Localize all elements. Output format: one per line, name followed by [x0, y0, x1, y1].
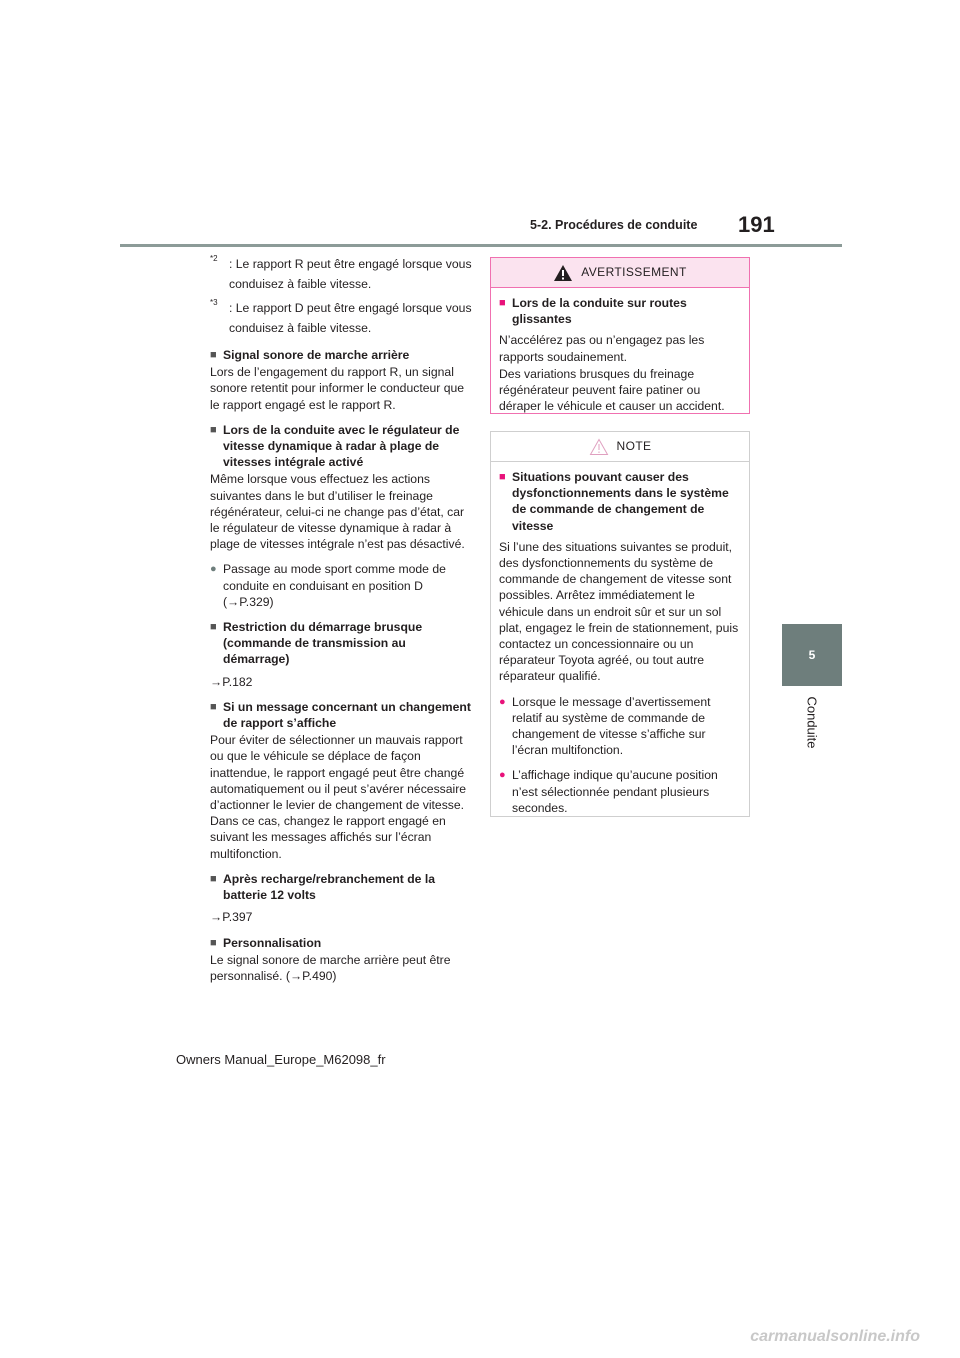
square-bullet-icon: ■ — [210, 349, 217, 361]
square-bullet-icon: ■ — [210, 621, 217, 634]
warning-header: AVERTISSEMENT — [491, 258, 749, 288]
chapter-label: Conduite — [804, 695, 820, 749]
footnote — [210, 298, 472, 338]
document-footer: Owners Manual_Europe_M62098_fr — [176, 1052, 386, 1067]
list-item: ● Passage au mode sport comme mode de conduite en conduisant en position D (→P.329) — [210, 562, 446, 609]
square-bullet-icon: ■ — [210, 936, 217, 949]
main-column — [210, 254, 472, 984]
paragraph: Des variations brusques du freinage régénérateur peuvent faire patiner ou déraper le véhicule et causer un accident. — [499, 366, 725, 414]
paragraph: Si l’une des situations suivantes se produit, des dysfonctionnements du système de commande de changement de vitesse sont possibles. Arrêtez immédiatement le véhicule dans un endroit sûr et sur un sol plat, engagez le frein de stationnement, puis contactez un concessionnaire ou un réparateur Toyota agréé, ou tout autre réparateur qualifié. — [499, 539, 739, 684]
footnote-text: : Le rapport D peut être engagé lorsque vous conduisez à faible vitesse. — [229, 301, 472, 335]
note-box — [490, 431, 750, 817]
list-item: ● Lorsque le message d’avertissement relatif au système de commande de changement de vitesse s’affiche sur l’écran multifonction. — [499, 694, 711, 758]
page-number: 191 — [738, 212, 775, 237]
caution-triangle-icon — [589, 438, 609, 456]
circle-bullet-icon: ● — [499, 769, 506, 782]
section-title: 5-2. Procédures de conduite — [530, 218, 698, 232]
warning-triangle-icon — [553, 264, 573, 282]
paragraph: Même lorsque vous effectuez les actions suivantes dans le but d’utiliser le freinage régénérateur, celui-ci ne change pas d’état, car le régulateur de vitesse dynamique à radar à plage de vitesses intégrale n’est pas désactivé. — [210, 472, 465, 552]
subsection-heading: ■ Lors de la conduite avec le régulateur de vitesse dynamique à radar à plage de vitesses intégrale activé — [210, 422, 460, 470]
list-item: ● L’affichage indique qu’aucune position n’est sélectionnée pendant plusieurs secondes. — [499, 768, 718, 815]
paragraph: Lors de l’engagement du rapport R, un signal sonore retentit pour informer le conducteur que le rapport engagé est le rapport R. — [210, 365, 465, 412]
footnote-mark: *2 — [210, 254, 218, 263]
square-bullet-icon: ■ — [210, 872, 217, 885]
subsection-heading: ■ Si un message concernant un changement de rapport s’affiche — [210, 699, 471, 731]
square-bullet-icon: ■ — [499, 297, 506, 309]
warning-title: ■ Lors de la conduite sur routes glissantes — [499, 296, 687, 327]
chapter-number: 5 — [808, 648, 816, 662]
square-bullet-icon: ■ — [210, 423, 217, 436]
circle-bullet-icon: ● — [210, 563, 217, 576]
paragraph: Pour éviter de sélectionner un mauvais rapport ou que le véhicule se déplace de façon inattendue, le rapport engagé peut être changé automatiquement ou il peut s’avérer nécessaire d’actionner le levier de changement de vitesse. Dans ce cas, changez le rapport engagé en suivant les messages affichés sur l’écran multifonction. — [210, 733, 467, 861]
footnote-text: : Le rapport R peut être engagé lorsque vous conduisez à faible vitesse. — [229, 257, 472, 291]
page-reference-link[interactable]: →P.397 — [210, 910, 253, 925]
subsection-heading: ■ Restriction du démarrage brusque (commande de transmission au démarrage) — [210, 620, 423, 667]
chapter-tab[interactable] — [782, 624, 842, 686]
circle-bullet-icon: ● — [499, 695, 506, 708]
page-reference-link[interactable]: →P.182 — [210, 674, 253, 689]
square-bullet-icon: ■ — [210, 700, 217, 713]
note-header: NOTE — [491, 432, 749, 462]
warning-box — [490, 257, 750, 414]
subsection-heading: ■ Signal sonore de marche arrière — [210, 348, 410, 362]
watermark: carmanualsonline.info — [750, 1328, 920, 1345]
subsection-heading: ■ Après recharge/rebranchement de la batterie 12 volts — [210, 871, 436, 903]
square-bullet-icon: ■ — [499, 471, 506, 483]
header-divider — [120, 244, 842, 247]
footnote-mark: *3 — [210, 298, 218, 307]
paragraph: N’accélérez pas ou n’engagez pas les rapports soudainement. — [499, 333, 705, 364]
subsection-heading: ■ Personnalisation — [210, 935, 322, 950]
footnote — [210, 254, 472, 294]
paragraph: Le signal sonore de marche arrière peut être personnalisé. (→P.490) — [210, 952, 451, 983]
note-title: ■ Situations pouvant causer des dysfonctionnements dans le système de commande de changement de vitesse — [499, 470, 729, 533]
